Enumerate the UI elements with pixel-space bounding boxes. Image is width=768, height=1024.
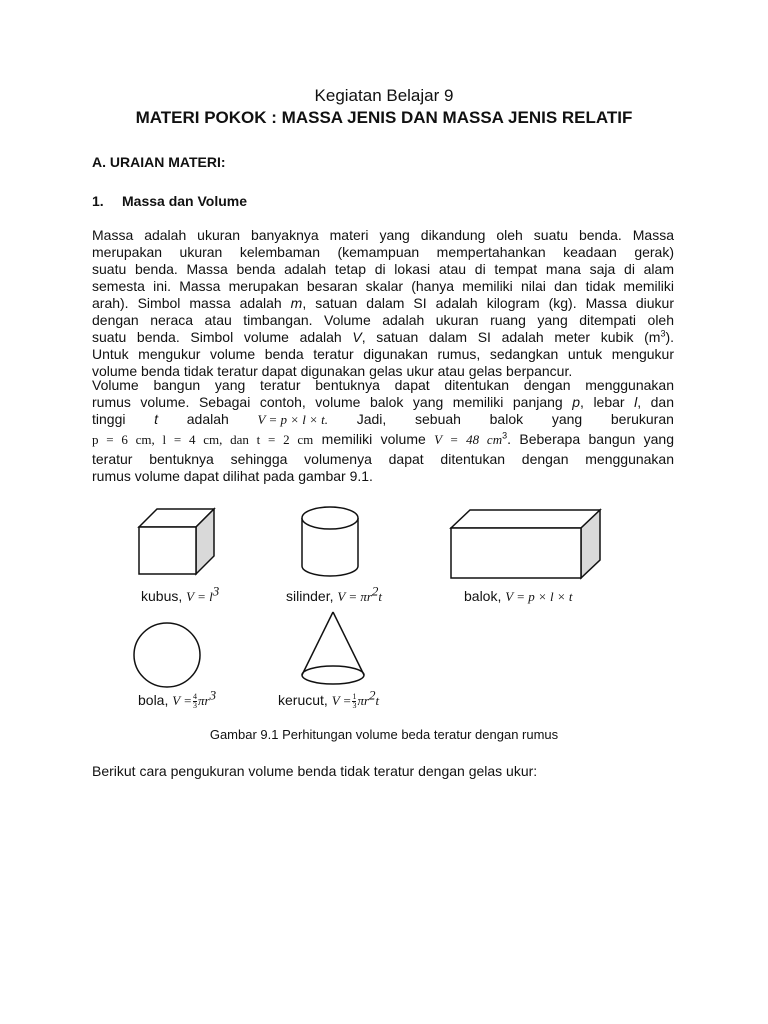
text-run: rumus volume. Sebagai contoh, volume balok yang memiliki panjang <box>92 394 573 410</box>
cube-shape <box>139 509 214 574</box>
text-run: suatu benda. Simbol volume adalah <box>92 329 353 345</box>
text-run: , satuan dalam SI adalah meter kubik (m <box>361 329 661 345</box>
label-silinder <box>286 583 383 605</box>
word: adalah <box>186 411 229 427</box>
lesson-title: Kegiatan Belajar 9 <box>314 86 454 105</box>
word: tinggi <box>92 411 126 427</box>
paragraph-line: merupakan ukuran kelembaman (kemampuan mempertahankan keadaan gerak) <box>92 244 674 260</box>
volume-formula: V = p × l × t. <box>257 412 329 427</box>
text-run: , dan <box>637 394 674 410</box>
text-run: , lebar <box>580 394 635 410</box>
word: berukuran <box>610 411 674 427</box>
figure-caption: Gambar 9.1 Perhitungan volume beda teratur dengan rumus <box>209 727 559 742</box>
dimension-formula: p = 6 cm, l = 4 cm, dan t = 2 cm <box>92 432 314 447</box>
symbol-t: t <box>154 411 159 427</box>
text-run: ). <box>665 329 675 345</box>
fraction-denominator: 3 <box>192 700 197 710</box>
shape-formula-t: t <box>378 589 383 604</box>
text-run: memiliki volume <box>313 431 435 447</box>
word: Jadi, <box>356 411 387 427</box>
word: yang <box>551 411 583 427</box>
box-shape <box>451 510 600 578</box>
text-run: arah). Simbol massa adalah <box>92 295 291 311</box>
word: sebuah <box>415 411 461 427</box>
shape-name: kerucut, <box>278 692 328 708</box>
subsection-title: Massa dan Volume <box>122 193 248 209</box>
shape-formula: πr <box>357 693 370 708</box>
superscript: 2 <box>369 687 376 703</box>
superscript: 3 <box>209 687 217 703</box>
paragraph-line: Untuk mengukur volume benda teratur digunakan rumus, sedangkan untuk mengukur <box>92 346 674 362</box>
cylinder-shape <box>302 507 358 576</box>
shape-formula: V = <box>172 693 192 708</box>
shape-formula: V = <box>331 693 352 708</box>
symbol-v: V <box>352 329 362 345</box>
shape-name: silinder, <box>286 588 334 604</box>
lesson-subtitle: MATERI POKOK : MASSA JENIS DAN MASSA JENIS RELATIF <box>135 108 633 127</box>
cone-shape <box>302 612 364 684</box>
paragraph-line: dengan neraca atau timbangan. Volume adalah ukuran ruang yang ditempati oleh <box>92 312 674 328</box>
paragraph-line: suatu benda. Massa benda adalah tetap di lokasi atau di tempat mana saja di alam <box>92 261 674 277</box>
fraction-numerator: 1 <box>352 691 357 701</box>
superscript: 3 <box>502 430 508 441</box>
text-run: , satuan dalam SI adalah kilogram (kg). Massa diukur <box>302 295 674 311</box>
text-run: . Beberapa bangun yang <box>507 431 674 447</box>
shape-formula: V = πr <box>337 589 372 604</box>
shape-formula: V = p × l × t <box>505 589 573 604</box>
shape-formula: πr <box>197 693 210 708</box>
shape-formula: V = l <box>186 589 213 604</box>
label-kubus <box>141 583 220 605</box>
label-balok <box>464 588 573 605</box>
label-bola <box>138 687 217 710</box>
fraction-denominator: 3 <box>352 700 357 710</box>
shape-name: kubus, <box>141 588 183 604</box>
shape-name: balok, <box>464 588 502 604</box>
paragraph-line: rumus volume dapat dilihat pada gambar 9.1. <box>92 468 373 484</box>
superscript: 3 <box>660 328 666 339</box>
section-heading-a: A. URAIAN MATERI: <box>92 154 226 170</box>
shape-formula-t: t <box>375 693 380 708</box>
closing-sentence: Berikut cara pengukuran volume benda tidak teratur dengan gelas ukur: <box>92 763 538 779</box>
fraction <box>193 693 197 710</box>
paragraph-line: volume benda tidak teratur dapat digunakan gelas ukur atau gelas berpancur. <box>92 363 573 379</box>
symbol-l: l <box>634 394 638 410</box>
volume-result-formula: V = 48 cm <box>434 432 503 447</box>
superscript: 3 <box>212 583 220 599</box>
fraction <box>352 693 356 710</box>
shape-name: bola, <box>138 692 169 708</box>
sphere-shape <box>134 623 200 687</box>
symbol-p: p <box>572 394 581 410</box>
paragraph-line: teratur bentuknya sehingga volumenya dapat ditentukan dengan menggunakan <box>92 451 674 467</box>
fraction-numerator: 4 <box>192 691 197 701</box>
paragraph-line: Massa adalah ukuran banyaknya materi yang dikandung oleh suatu benda. Massa <box>92 227 674 243</box>
subsection-number: 1. <box>92 193 104 209</box>
superscript: 2 <box>371 583 379 599</box>
symbol-m: m <box>290 295 303 311</box>
word: balok <box>489 411 524 427</box>
paragraph-line: semesta ini. Massa merupakan besaran skalar (hanya memiliki nilai dan tidak memiliki <box>92 278 674 294</box>
label-kerucut <box>278 687 380 710</box>
paragraph-line: Volume bangun yang teratur bentuknya dapat ditentukan dengan menggunakan <box>92 377 674 393</box>
